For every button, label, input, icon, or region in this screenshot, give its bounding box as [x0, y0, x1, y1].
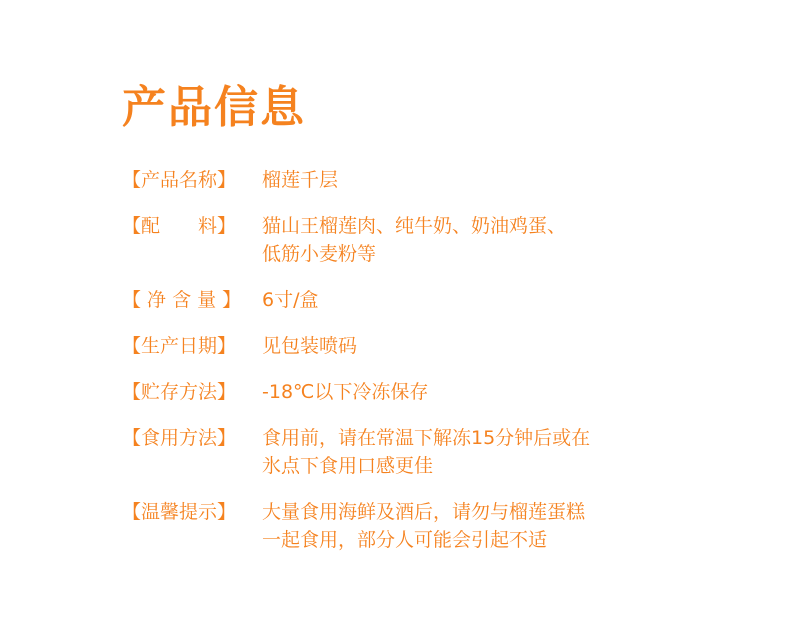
list-item — [122, 286, 682, 314]
info-value — [262, 378, 682, 406]
info-value-line: 6寸/盒 — [262, 289, 319, 311]
info-value-line: 低筋小麦粉等 — [262, 243, 377, 265]
info-label: 【 净 含 量 】 — [122, 289, 242, 311]
info-value-line: -18℃以下冷冻保存 — [262, 381, 429, 403]
page-title: 产品信息 — [122, 82, 306, 133]
info-label: 【生产日期】 — [122, 335, 237, 357]
info-value — [262, 212, 682, 268]
info-value-line: 大量食用海鲜及酒后，请勿与榴莲蛋糕 — [262, 501, 586, 523]
info-label: 【产品名称】 — [122, 169, 237, 191]
info-value-line: 见包装喷码 — [262, 335, 358, 357]
info-value — [262, 332, 682, 360]
list-item — [122, 332, 682, 360]
info-label: 【温馨提示】 — [122, 501, 237, 523]
info-value-line: 一起食用，部分人可能会引起不适 — [262, 529, 548, 551]
list-item — [122, 212, 682, 268]
info-value — [262, 166, 682, 194]
product-info-list — [122, 166, 682, 572]
info-label: 【贮存方法】 — [122, 381, 237, 403]
info-value — [262, 498, 682, 554]
info-label: 【食用方法】 — [122, 427, 237, 449]
info-value-line: 氷点下食用口感更佳 — [262, 455, 434, 477]
info-value-line: 榴莲千层 — [262, 169, 339, 191]
info-value-line: 食用前，请在常温下解冻15分钟后或在 — [262, 427, 591, 449]
list-item — [122, 166, 682, 194]
info-label: 【配 料】 — [122, 215, 237, 237]
list-item — [122, 498, 682, 554]
list-item — [122, 378, 682, 406]
info-value — [262, 424, 682, 480]
info-value — [262, 286, 682, 314]
list-item — [122, 424, 682, 480]
info-value-line: 猫山王榴莲肉、纯牛奶、奶油鸡蛋、 — [262, 215, 567, 237]
